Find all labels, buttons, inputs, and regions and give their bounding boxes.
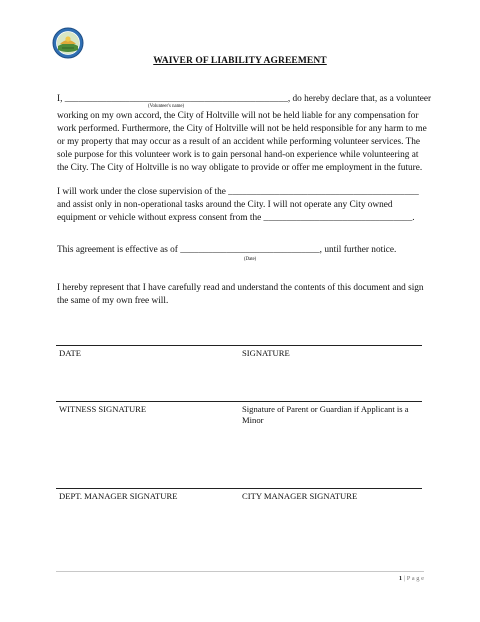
volunteer-name-caption: (Volunteer's name): [148, 104, 185, 109]
page-footer: [399, 575, 424, 582]
page-number: 1: [398, 575, 403, 582]
effective-date-line: This agreement is effective as of ______________________________, until further notice.: [57, 245, 397, 255]
supervision-paragraph: I will work under the close supervision of the _________________________________________ and assist only in non-operational tasks around the City. I will not operate any City owned equipment or vehicle without express consent from the ________________________________.: [57, 187, 419, 223]
date-field[interactable]: DATE: [56, 346, 239, 402]
document-title: WAIVER OF LIABILITY AGREEMENT: [153, 56, 327, 66]
liability-paragraph: working on my own accord, the City of Holtville will not be held liable for any compensation for work performed. Furthermore, the City of Holtville will not be held responsible for any harm to me or my property that may occur as a result of an accident while performing volunteer services. The sole purpose for this volunteer work is to gain personal hand-on experience while volunteering at the City. The City of Holtville is no way obligate to provide or offer me employment in the future.: [57, 111, 427, 173]
page-label: | P a g e: [402, 575, 424, 582]
signature-table: [56, 345, 422, 521]
city-seal-icon: [52, 27, 84, 59]
dept-manager-signature-field[interactable]: DEPT. MANAGER SIGNATURE: [56, 489, 239, 522]
city-manager-signature-field[interactable]: CITY MANAGER SIGNATURE: [239, 489, 422, 522]
witness-signature-field[interactable]: WITNESS SIGNATURE: [56, 402, 239, 489]
parent-guardian-signature-field[interactable]: Signature of Parent or Guardian if Applicant is a Minor: [239, 402, 422, 489]
acknowledgement-paragraph: I hereby represent that I have carefully read and understand the contents of this document and sign the same of my own free will.: [57, 283, 424, 306]
date-caption: (Date): [244, 257, 257, 262]
volunteer-declaration-line: I, ________________________________________________, do hereby declare that, as a volunteer: [57, 94, 432, 104]
footer-divider: [56, 571, 424, 572]
signature-field[interactable]: SIGNATURE: [239, 346, 422, 402]
